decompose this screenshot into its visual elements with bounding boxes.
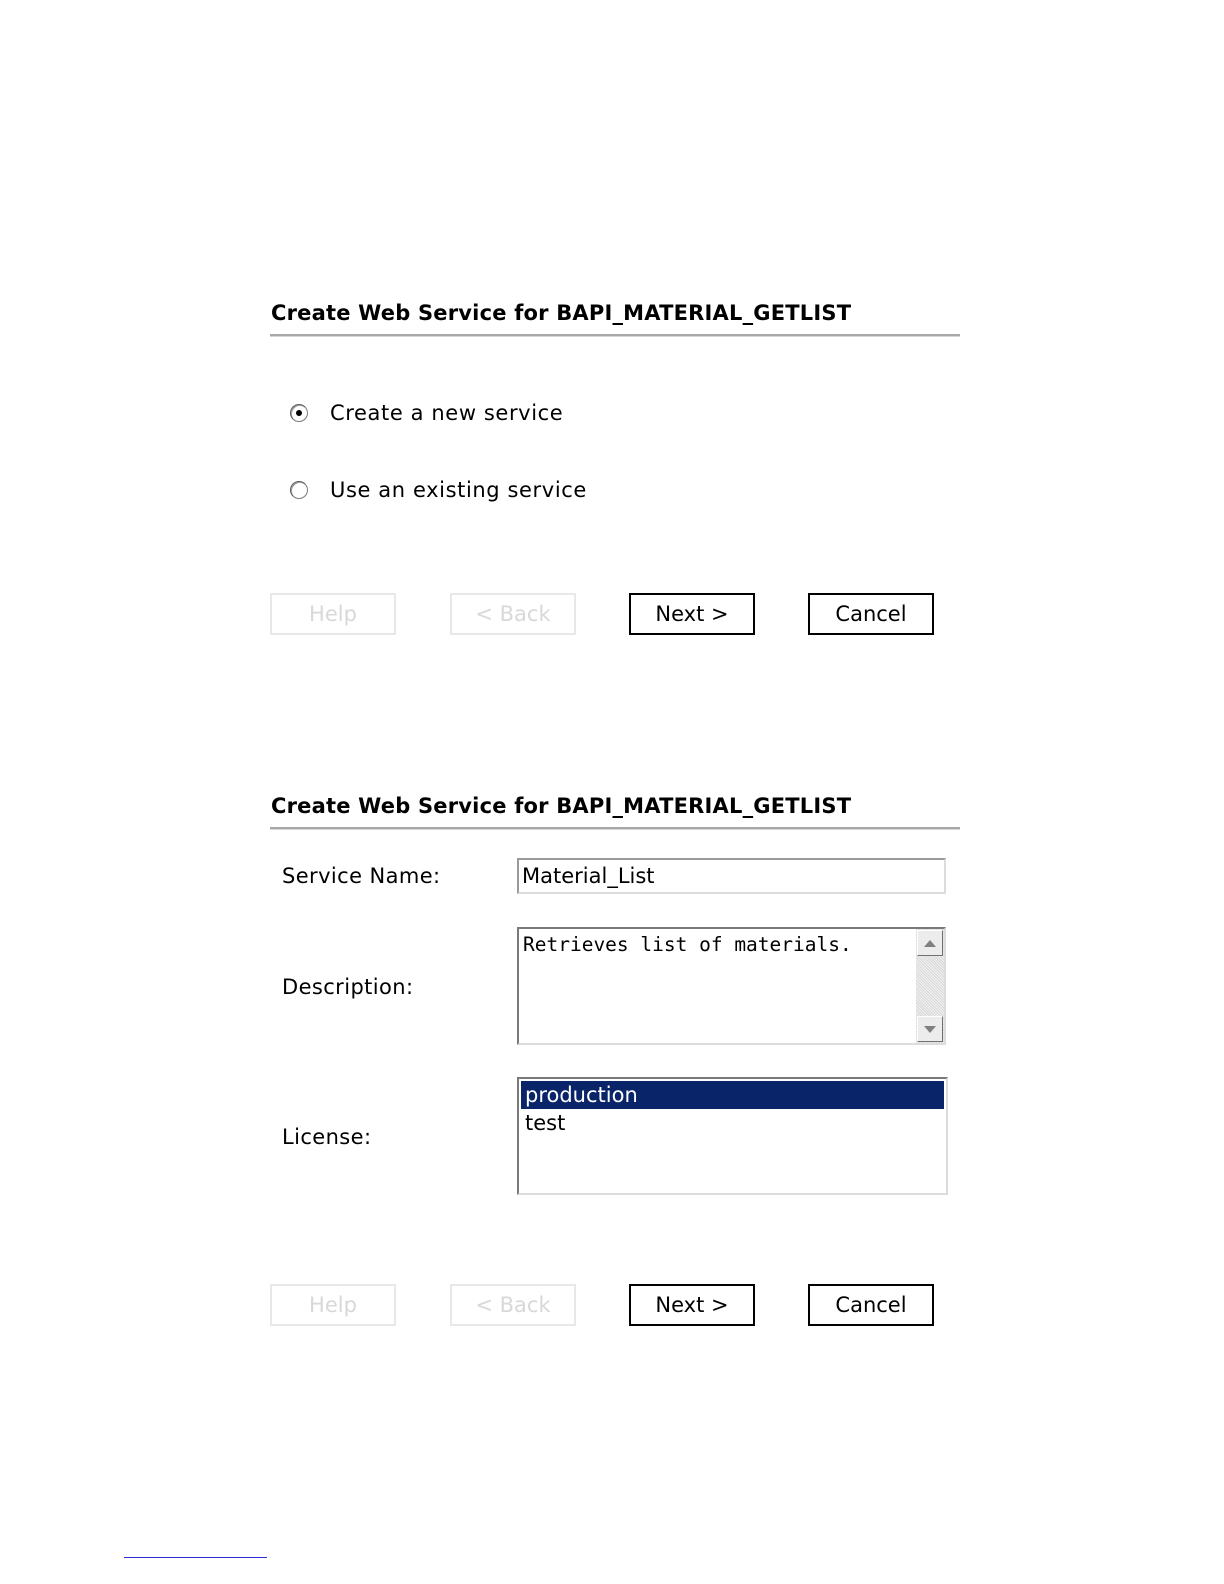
license-listbox[interactable] bbox=[517, 1077, 948, 1195]
service-name-label: Service Name: bbox=[282, 864, 441, 888]
cancel-button[interactable]: Cancel bbox=[808, 1284, 934, 1326]
create-new-label: Create a new service bbox=[330, 401, 564, 425]
next-button[interactable]: Next > bbox=[629, 1284, 755, 1326]
license-option-test[interactable]: test bbox=[525, 1111, 566, 1135]
footnote-divider bbox=[124, 1557, 267, 1558]
option-create-new[interactable] bbox=[290, 398, 563, 428]
panel-title: Create Web Service for BAPI_MATERIAL_GETLIST bbox=[271, 301, 852, 325]
license-option-production[interactable]: production bbox=[521, 1081, 944, 1109]
description-text: Retrieves list of materials. bbox=[523, 933, 852, 956]
wizard-button-row bbox=[270, 1284, 960, 1328]
scroll-up-arrow-icon[interactable] bbox=[917, 930, 943, 956]
title-divider bbox=[270, 334, 960, 337]
scroll-down-arrow-icon[interactable] bbox=[917, 1016, 943, 1042]
next-button[interactable]: Next > bbox=[629, 593, 755, 635]
panel-title: Create Web Service for BAPI_MATERIAL_GETLIST bbox=[271, 794, 852, 818]
license-label: License: bbox=[282, 1125, 372, 1149]
back-button: < Back bbox=[450, 593, 576, 635]
description-label: Description: bbox=[282, 975, 414, 999]
wizard-button-row bbox=[270, 593, 960, 637]
create-service-choice-panel bbox=[270, 298, 960, 626]
help-button: Help bbox=[270, 593, 396, 635]
description-scrollbar[interactable] bbox=[916, 929, 944, 1043]
description-textarea[interactable] bbox=[517, 927, 946, 1045]
cancel-button[interactable]: Cancel bbox=[808, 593, 934, 635]
title-divider bbox=[270, 827, 960, 830]
back-button: < Back bbox=[450, 1284, 576, 1326]
service-details-panel bbox=[270, 791, 960, 1317]
help-button: Help bbox=[270, 1284, 396, 1326]
use-existing-radio[interactable] bbox=[290, 481, 308, 499]
use-existing-label: Use an existing service bbox=[330, 478, 587, 502]
create-new-radio[interactable] bbox=[290, 404, 308, 422]
option-use-existing[interactable] bbox=[290, 475, 587, 505]
service-name-input[interactable]: Material_List bbox=[517, 858, 946, 894]
